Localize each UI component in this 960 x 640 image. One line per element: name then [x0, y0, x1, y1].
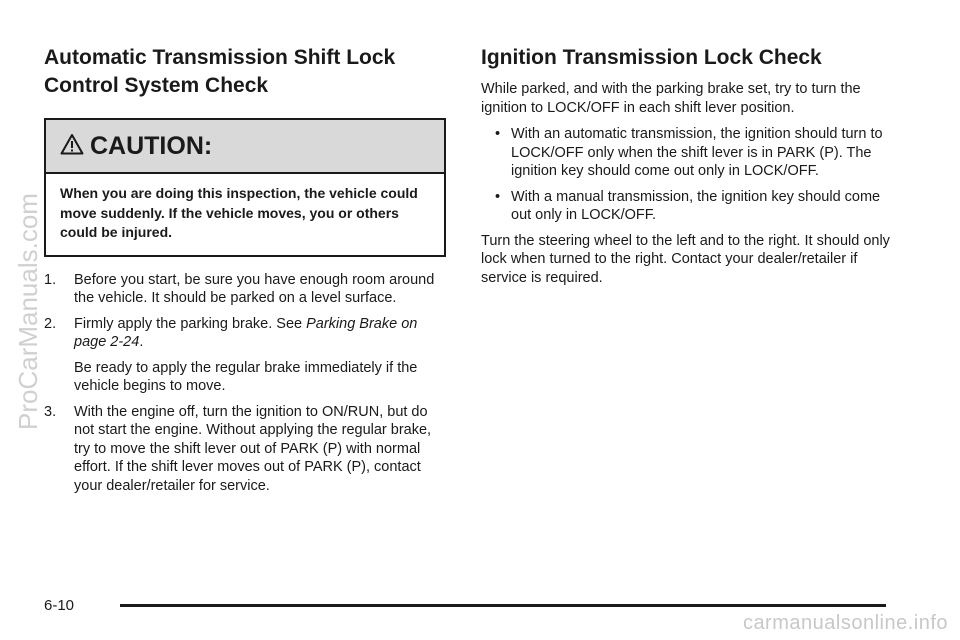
intro-paragraph: While parked, and with the parking brake set, try to turn the ignition to LOCK/OFF in each shift lever position. — [481, 81, 861, 116]
step-paragraph: Be ready to apply the regular brake immediately if the vehicle begins to move. — [74, 359, 418, 394]
step-number: 2. — [44, 315, 57, 332]
closing-paragraph: Turn the steering wheel to the left and to the right. It should only lock when turned to the right. Contact your dealer/retailer if service is required. — [481, 232, 890, 286]
footer-divider — [120, 604, 886, 607]
step-text: With the engine off, turn the ignition to ON/RUN, but do not start the engine. Without applying the regular brake, try to move the shift lever out of PARK (P) with normal effort. If the shift lever moves out of PARK (P), contact your dealer/retailer for service. — [74, 403, 432, 494]
step-number: 1. — [44, 271, 57, 288]
section-heading-shift-lock: Automatic Transmission Shift Lock Control System Check — [44, 46, 396, 97]
caution-title: CAUTION: — [90, 131, 213, 160]
caution-text: When you are doing this inspection, the vehicle could move suddenly. If the vehicle moves, you or others could be injured. — [60, 185, 418, 240]
step-number: 3. — [44, 403, 57, 420]
bullet-list — [481, 125, 901, 225]
left-column — [44, 44, 446, 502]
right-column — [481, 44, 901, 287]
bullet-dot-icon: • — [495, 188, 501, 205]
section-heading-ignition-lock: Ignition Transmission Lock Check — [481, 46, 822, 69]
bullet-dot-icon: • — [495, 126, 501, 142]
caution-header — [46, 120, 444, 174]
step-item — [44, 271, 446, 308]
page-number: 6-10 — [44, 597, 75, 614]
step-text: Before you start, be sure you have enough room around the vehicle. It should be parked on a level surface. — [74, 271, 435, 306]
bullet-item — [481, 125, 901, 181]
footer-watermark: carmanualsonline.info — [742, 612, 948, 634]
bullet-item — [481, 188, 901, 225]
parking-brake-reference: Parking Brake on page 2-24 — [74, 315, 418, 350]
warning-triangle-icon — [60, 133, 84, 160]
step-item — [44, 403, 446, 496]
caution-box — [44, 118, 446, 257]
steps-list — [44, 271, 446, 496]
bullet-text: With an automatic transmission, the ignition should turn to LOCK/OFF only when the shift lever is in PARK (P). The ignition key should come out only in LOCK/OFF. — [511, 126, 883, 179]
step-text: Firmly apply the parking brake. See Parking Brake on page 2-24. — [74, 315, 418, 350]
step-item — [44, 315, 446, 352]
bullet-text: With a manual transmission, the ignition key should come out only in LOCK/OFF. — [511, 188, 881, 223]
